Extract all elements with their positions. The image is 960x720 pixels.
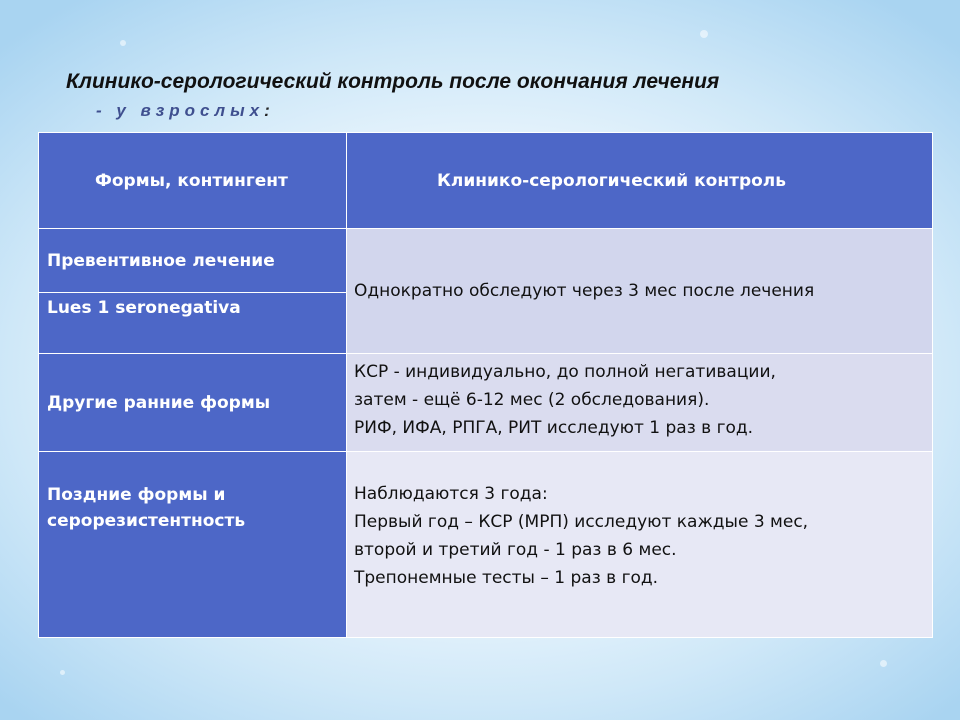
control-line: Трепонемные тесты – 1 раз в год. bbox=[354, 568, 659, 588]
table-row bbox=[39, 452, 933, 638]
control-line: второй и третий год - 1 раз в 6 мес. bbox=[354, 540, 677, 560]
form-late-seroresistant: Поздние формы и серорезистентность bbox=[39, 452, 347, 638]
control-late bbox=[347, 452, 933, 638]
table-header-row bbox=[39, 133, 933, 229]
background-sparkle bbox=[880, 660, 887, 667]
control-line: Первый год – КСР (МРП) исследуют каждые 3 мес, bbox=[354, 512, 809, 532]
table-row bbox=[39, 354, 933, 452]
form-preventive: Превентивное лечение bbox=[39, 229, 347, 293]
background-sparkle bbox=[60, 670, 65, 675]
control-single-exam bbox=[347, 229, 933, 354]
control-line: Наблюдаются 3 года: bbox=[354, 484, 548, 504]
slide-title: Клинико-серологический контроль после окончания лечения bbox=[66, 70, 720, 93]
control-table bbox=[38, 132, 933, 638]
control-line: КСР - индивидуально, до полной негативации, bbox=[354, 362, 776, 382]
header-control: Клинико-серологический контроль bbox=[347, 133, 933, 229]
form-other-early: Другие ранние формы bbox=[39, 354, 347, 452]
control-other-early bbox=[347, 354, 933, 452]
table-row bbox=[39, 229, 933, 293]
subtitle-text: - у взрослых bbox=[96, 101, 265, 120]
header-forms: Формы, контингент bbox=[39, 133, 347, 229]
control-line: РИФ, ИФА, РПГА, РИТ исследуют 1 раз в год. bbox=[354, 418, 754, 438]
background-sparkle bbox=[120, 40, 126, 46]
background-sparkle bbox=[700, 30, 708, 38]
form-lues-seronegativa: Lues 1 seronegativa bbox=[39, 293, 347, 354]
slide-subtitle bbox=[96, 101, 270, 121]
control-line: затем - ещё 6-12 мес (2 обследования). bbox=[354, 390, 710, 410]
subtitle-colon: : bbox=[264, 101, 270, 120]
control-line: Однократно обследуют через 3 мес после лечения bbox=[354, 281, 815, 301]
